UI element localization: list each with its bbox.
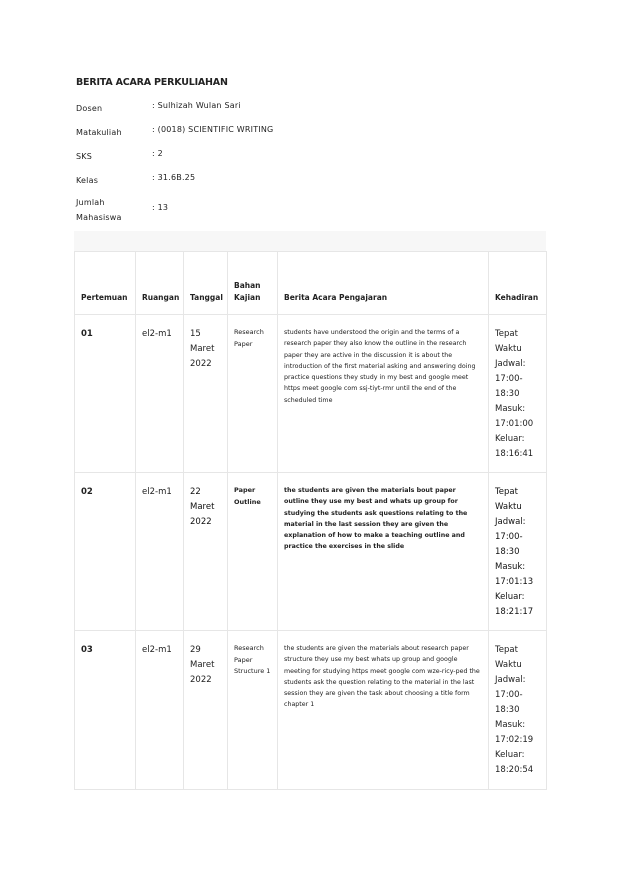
header-berita-acara: Berita Acara Pengajaran (278, 252, 489, 315)
header-ruangan: Ruangan (136, 252, 184, 315)
cell-pertemuan: 02 (75, 473, 136, 631)
info-kelas-label: Kelas (76, 176, 99, 185)
info-matakuliah-value: : (0018) SCIENTIFIC WRITING (152, 125, 274, 134)
header-pertemuan: Pertemuan (75, 252, 136, 315)
cell-pertemuan: 01 (75, 315, 136, 473)
cell-ruangan: el2-m1 (136, 473, 184, 631)
attendance-table (74, 231, 546, 790)
info-sks-value: : 2 (152, 149, 163, 158)
table-row (75, 631, 547, 790)
header-tanggal: Tanggal (184, 252, 228, 315)
cell-ruangan: el2-m1 (136, 631, 184, 790)
table-top-band (74, 231, 546, 251)
cell-bahan-kajian: Research Paper Structure 1 (228, 631, 278, 790)
cell-berita-acara: students have understood the origin and the terms of a research paper they also know the outline in the research paper they are active in the discussion it is about the introduction of the first material asking and answering doing practice questions they study in my best and google meet https meet google com ssj-tiyt-rmr until the end of the scheduled time (278, 315, 489, 473)
table-row (75, 315, 547, 473)
cell-bahan-kajian: Research Paper (228, 315, 278, 473)
info-kelas-value: : 31.6B.25 (152, 173, 196, 182)
info-dosen-value: : Sulhizah Wulan Sari (152, 101, 241, 110)
table-row (75, 473, 547, 631)
cell-kehadiran: Tepat Waktu Jadwal: 17:00-18:30 Masuk: 17:01:13 Keluar: 18:21:17 (489, 473, 547, 631)
info-jumlah-label: Jumlah Mahasiswa (76, 198, 122, 222)
header-kehadiran: Kehadiran (489, 252, 547, 315)
cell-tanggal: 22 Maret 2022 (184, 473, 228, 631)
cell-kehadiran: Tepat Waktu Jadwal: 17:00-18:30 Masuk: 17:02:19 Keluar: 18:20:54 (489, 631, 547, 790)
cell-berita-acara: the students are given the materials bout paper outline they use my best and whats up group for studying the students ask questions relating to the material in the last session they are given the explanation of how to make a teaching outline and practice the exercises in the slide (278, 473, 489, 631)
info-dosen-label: Dosen (76, 104, 103, 113)
info-matakuliah-label: Matakuliah (76, 128, 122, 137)
info-sks-label: SKS (76, 152, 93, 161)
cell-bahan-kajian: Paper Outline (228, 473, 278, 631)
cell-pertemuan: 03 (75, 631, 136, 790)
cell-tanggal: 15 Maret 2022 (184, 315, 228, 473)
cell-tanggal: 29 Maret 2022 (184, 631, 228, 790)
table-header-row (75, 252, 547, 315)
header-bahan-kajian: Bahan Kajian (228, 252, 278, 315)
cell-berita-acara: the students are given the materials about research paper structure they use my best whats up group and google meeting for studying https meet google com wze-ricy-ped the students ask the question relating to the material in the last session they are given the task about choosing a title form chapter 1 (278, 631, 489, 790)
page-title: BERITA ACARA PERKULIAHAN (76, 77, 228, 88)
cell-kehadiran: Tepat Waktu Jadwal: 17:00-18:30 Masuk: 17:01:00 Keluar: 18:16:41 (489, 315, 547, 473)
info-jumlah-value: : 13 (152, 203, 169, 212)
cell-ruangan: el2-m1 (136, 315, 184, 473)
